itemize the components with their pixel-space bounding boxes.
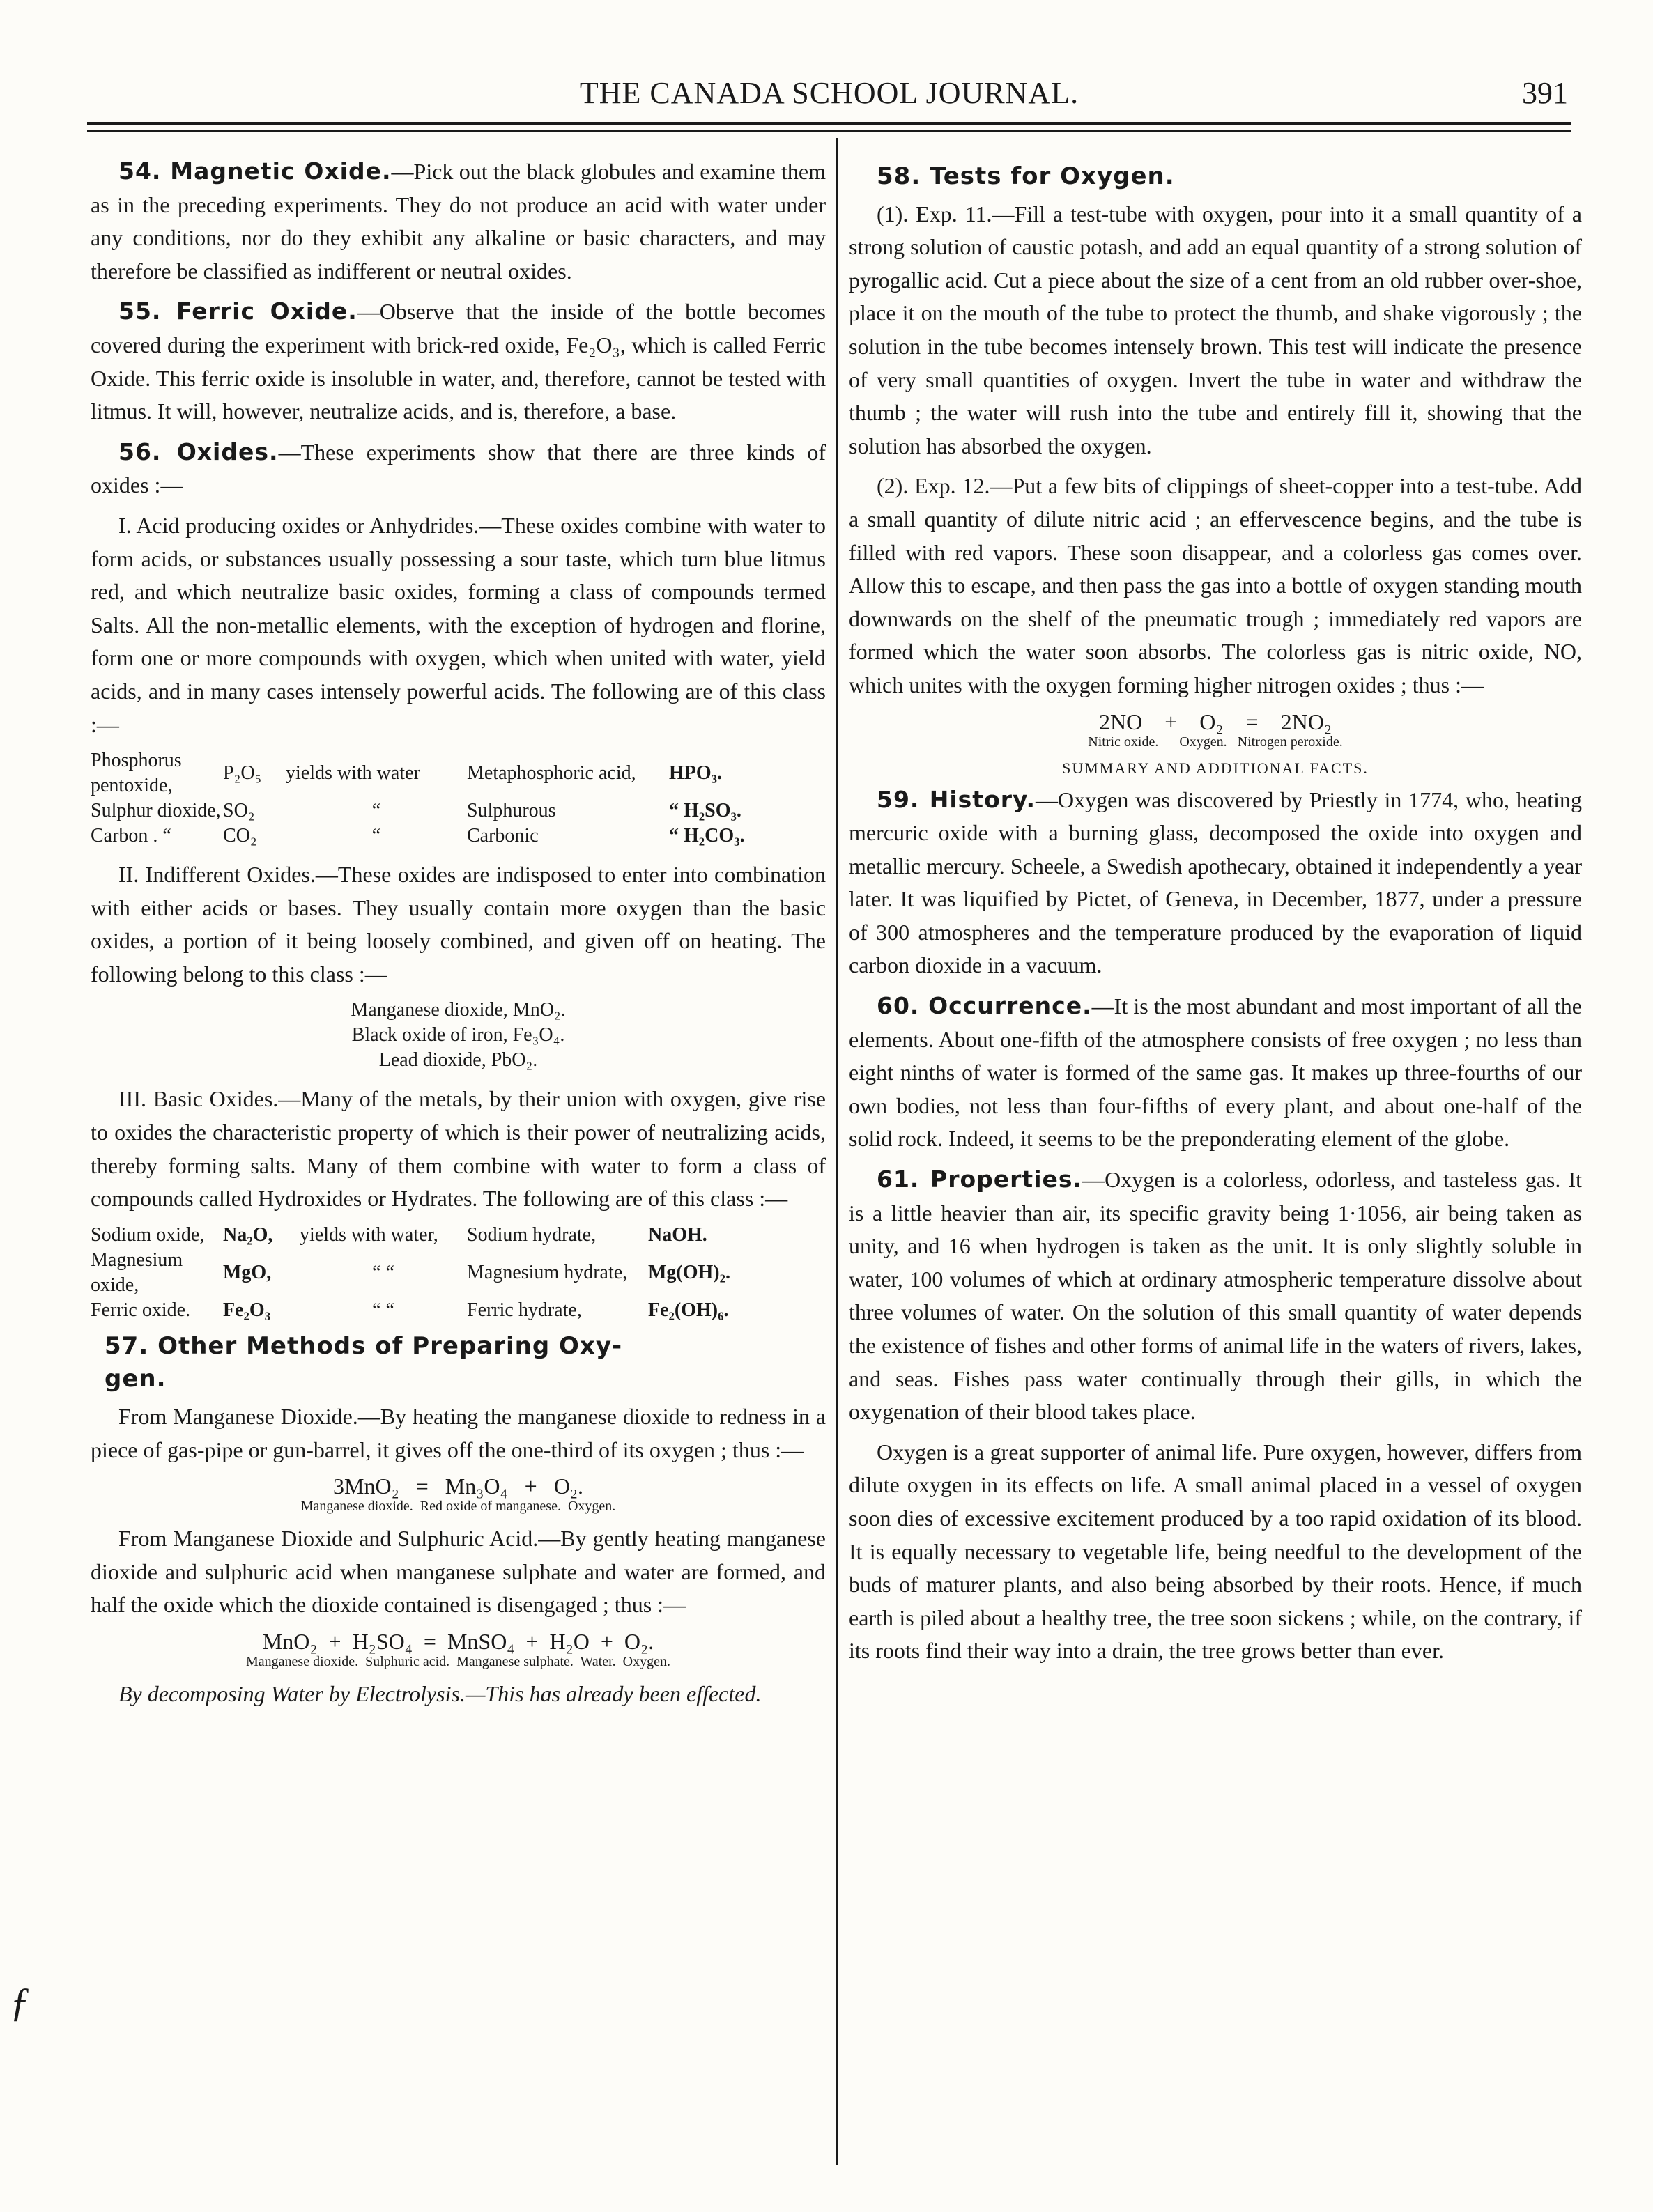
margin-mark: ƒ: [10, 1979, 30, 2025]
acid-row-verb: “: [371, 825, 381, 847]
column-divider: [836, 138, 838, 2165]
section-55-text: —Observe that the inside of the bottle becomes covered during the experiment with brick-red oxide, Fe₂O₃, which is called Ferric Oxide. This ferric oxide is insoluble in water, and, therefore, cannot be tested with litmus. It will, however, neutralize acids, and is, therefore, a base.: [91, 299, 826, 424]
acid-oxides-paragraph: I. Acid producing oxides or Anhydrides.—These oxides combine with water to form acids, or substances usually possessing a sour taste, which turn blue litmus red, and which neutralize basic oxides, forming a class of compounds termed Salts. All the non-metallic elements, with the exception of hydrogen and florine, form one or more compounds with oxygen, which when united with water, yield acids, and in many cases intensely powerful acids. The following are of this class :—: [91, 512, 826, 737]
list-item: Lead dioxide, PbO₂.: [378, 1049, 538, 1072]
acid-row: [91, 798, 826, 823]
section-61-text: —Oxygen is a colorless, odorless, and tasteless gas. It is a little heavier than air, its specific gravity being 1·1056, air being taken as unity, and 16 when hydrogen is taken as the unit. It is only slightly soluble in water, 100 volumes of which at ordinary atmospheric temperature dissolve about three volumes of water. On the solution of this small quantity of water depends the existence of fishes and other forms of animal life in the waters of rivers, lakes, and seas. Fishes pass water continually through their gills, in which the oxygenation of their blood takes place.: [849, 1167, 1582, 1425]
equation-3-formula: 2NO + O₂ = 2NO₂: [1099, 709, 1332, 734]
section-57-text3: By decomposing Water by Electrolysis.—This has already been effected.: [118, 1681, 762, 1706]
basic-row-formula: Na₂O,: [223, 1223, 273, 1246]
acid-row-product-formula: “ H₂SO₃.: [669, 800, 741, 822]
header-rule-thick: [87, 122, 1571, 125]
acid-row-formula: P₂O₅: [223, 762, 262, 784]
section-55-heading: 55. Ferric Oxide.: [118, 297, 357, 325]
basic-row-name: Ferric oxide.: [91, 1299, 191, 1321]
section-56: [91, 435, 826, 502]
section-61-continued: Oxygen is a great supporter of animal life. Pure oxygen, however, differs from dilute oxygen in its effects on life. A small animal placed in a vessel of oxygen soon dies of excessive excitement produced by a too rapid oxidation of its blood. It is equally necessary to vegetable life, being needful to the development of the buds of maturer plants, and also being absorbed by their roots. Hence, if much earth is piled about a healthy tree, the tree soon sickens ; while, on the contrary, if its roots find their way into a drain, the tree grows better than ever.: [849, 1439, 1582, 1664]
experiment-11: (1). Exp. 11.—Fill a test-tube with oxygen, pour into it a small quantity of a strong solution of caustic potash, and add an equal quantity of a strong solution of pyrogallic acid. Cut a piece about the size of a cent from an old rubber over-shoe, place it on the mouth of the tube to protect the thumb, and shake vigorously ; the solution in the tube becomes intensely brown. This test will indicate the presence of very small quantities of oxygen. Invert the tube in water and withdraw the thumb ; the water will rush into the tube and entirely fill it, showing that the solution has absorbed the oxygen.: [849, 201, 1582, 458]
section-59: [849, 783, 1582, 983]
basic-row-product: Magnesium hydrate,: [467, 1261, 628, 1283]
list-item: Manganese dioxide, MnO₂.: [351, 999, 566, 1021]
section-57-heading-line1: 57. Other Methods of Preparing Oxy-: [105, 1331, 623, 1360]
basic-row: [91, 1248, 826, 1298]
equation-2: [91, 1629, 826, 1669]
section-61-heading: 61. Properties.: [877, 1166, 1083, 1193]
section-57-text2: From Manganese Dioxide and Sulphuric Acid.—By gently heating manganese dioxide and sulphuric acid when manganese sulphate and water are formed, and half the oxide which the dioxide contained is disengaged ; thus :—: [91, 1526, 826, 1618]
basic-row-product-formula: Fe₂(OH)₆.: [648, 1299, 729, 1321]
acid-row-formula: SO₂: [223, 800, 255, 822]
basic-row-verb: “ “: [372, 1299, 394, 1321]
acid-row-name: Phosphorus pentoxide,: [91, 750, 182, 797]
section-60: [849, 989, 1582, 1156]
acid-row-product: Metaphosphoric acid,: [467, 762, 636, 784]
summary-heading: SUMMARY AND ADDITIONAL FACTS.: [1062, 759, 1369, 777]
section-58-heading: 58. Tests for Oxygen.: [877, 162, 1175, 190]
experiment-12: (2). Exp. 12.—Put a few bits of clippings of sheet-copper into a test-tube. Add a small quantity of dilute nitric acid ; an effervescence begins, and the tube is filled with red vapors. These soon disappear, and a colorless gas comes over. Allow this to escape, and then pass the gas into a bottle of oxygen standing mouth downwards on the shelf of the pneumatic trough ; immediately red vapors are formed which the water soon absorbs. The colorless gas is nitric oxide, NO, which unites with the oxygen forming higher nitrogen oxides ; thus :—: [849, 473, 1582, 697]
section-56-heading: 56. Oxides.: [118, 438, 279, 465]
equation-1: [91, 1474, 826, 1514]
acid-row-product-formula: “ H₂CO₃.: [669, 825, 745, 847]
section-54-heading: 54. Magnetic Oxide.: [118, 157, 392, 185]
section-60-text: —It is the most abundant and most important of all the elements. About one-fifth of the atmosphere consists of free oxygen ; no less than eight ninths of water is formed of the same gas. It makes up three-fourths of our own bodies, not less than four-fifths of every plant, and about one-half of the solid rock. Indeed, it seems to be the preponderating element of the globe.: [849, 993, 1583, 1152]
basic-row-product: Sodium hydrate,: [467, 1223, 597, 1246]
page-number: 391: [1522, 76, 1568, 110]
basic-row: [91, 1298, 826, 1323]
list-item: Black oxide of iron, Fe₃O₄.: [351, 1024, 565, 1046]
section-61: [849, 1163, 1582, 1429]
section-55: [91, 295, 826, 428]
equation-3: [849, 709, 1582, 750]
acid-oxides-table: [91, 748, 826, 849]
equation-1-formula: 3MnO₂ = Mn₃O₄ + O₂.: [333, 1474, 583, 1499]
acid-row-formula: CO₂: [223, 825, 257, 847]
section-57-text1: From Manganese Dioxide.—By heating the manganese dioxide to redness in a piece of gas-pipe or gun-barrel, it gives off the one-third of its oxygen ; thus :—: [91, 1404, 826, 1462]
section-59-heading: 59. History.: [877, 785, 1036, 813]
acid-row-name: Carbon . “: [91, 825, 171, 847]
acid-row: [91, 823, 826, 849]
basic-row-name: Magnesium oxide,: [91, 1248, 183, 1296]
acid-row-verb: yields with water: [286, 762, 420, 784]
indifferent-oxides-paragraph: II. Indifferent Oxides.—These oxides are indisposed to enter into combination with either acids or bases. They usually contain more oxygen than the basic oxides, a portion of it being loosely combined, and given off on heating. The following belong to this class :—: [91, 862, 826, 987]
indifferent-oxides-list: [91, 998, 826, 1073]
left-column: [91, 155, 826, 1718]
basic-row-formula: Fe₂O₃: [223, 1299, 271, 1321]
basic-row-verb: “ “: [372, 1261, 394, 1283]
basic-row-name: Sodium oxide,: [91, 1223, 205, 1246]
section-54-text: —Pick out the black globules and examine them as in the preceding experiments. They do not produce an acid with water under any conditions, nor do they exhibit any alkaline or basic characters, and may therefore be classified as indifferent or neutral oxides.: [91, 159, 826, 284]
basic-row-product: Ferric hydrate,: [467, 1299, 582, 1321]
basic-row-verb: yields with water,: [300, 1223, 438, 1246]
acid-row-name: Sulphur dioxide,: [91, 800, 221, 822]
acid-row-product: Sulphurous: [467, 800, 556, 822]
right-column: [849, 155, 1582, 1675]
basic-oxides-paragraph: III. Basic Oxides.—Many of the metals, by their union with oxygen, give rise to oxides the characteristic property of which is their power of neutralizing acids, thereby forming salts. Many of them combine with water to form a class of compounds called Hydroxides or Hydrates. The following are of this class :—: [91, 1086, 826, 1212]
section-60-heading: 60. Occurrence.: [877, 992, 1092, 1020]
equation-3-labels: Nitric oxide. Oxygen. Nitrogen peroxide.: [1088, 734, 1343, 750]
section-57-heading-line2: gen.: [105, 1365, 167, 1393]
page-header: [91, 75, 1568, 110]
header-rule-thin: [87, 130, 1571, 132]
section-56-text: —These experiments show that there are three kinds of oxides :—: [91, 439, 826, 498]
basic-row-product-formula: Mg(OH)₂.: [648, 1261, 731, 1283]
section-54: [91, 155, 826, 288]
basic-row: [91, 1223, 826, 1248]
basic-row-formula: MgO,: [223, 1261, 272, 1283]
acid-row-product-formula: HPO₃.: [669, 762, 723, 784]
acid-row: [91, 748, 826, 798]
journal-title: THE CANADA SCHOOL JOURNAL.: [579, 76, 1079, 110]
acid-row-product: Carbonic: [467, 825, 539, 847]
equation-1-labels: Manganese dioxide. Red oxide of manganese. Oxygen.: [300, 1499, 616, 1515]
equation-2-labels: Manganese dioxide. Sulphuric acid. Manganese sulphate. Water. Oxygen.: [246, 1654, 670, 1669]
equation-2-formula: MnO₂ + H₂SO₄ = MnSO₄ + H₂O + O₂.: [262, 1629, 654, 1654]
basic-oxides-table: [91, 1223, 826, 1323]
section-59-text: —Oxygen was discovered by Priestly in 1774, who, heating mercuric oxide with a burning glass, decomposed the oxide into oxygen and metallic mercury. Scheele, a Swedish apothecary, obtained it independently a year later. It was liquified by Pictet, of Geneva, in December, 1877, under a pressure of 300 atmospheres and the temperature produced by the evaporation of liquid carbon dioxide in a vacuum.: [849, 787, 1582, 978]
basic-row-product-formula: NaOH.: [648, 1223, 707, 1246]
acid-row-verb: “: [371, 800, 381, 822]
